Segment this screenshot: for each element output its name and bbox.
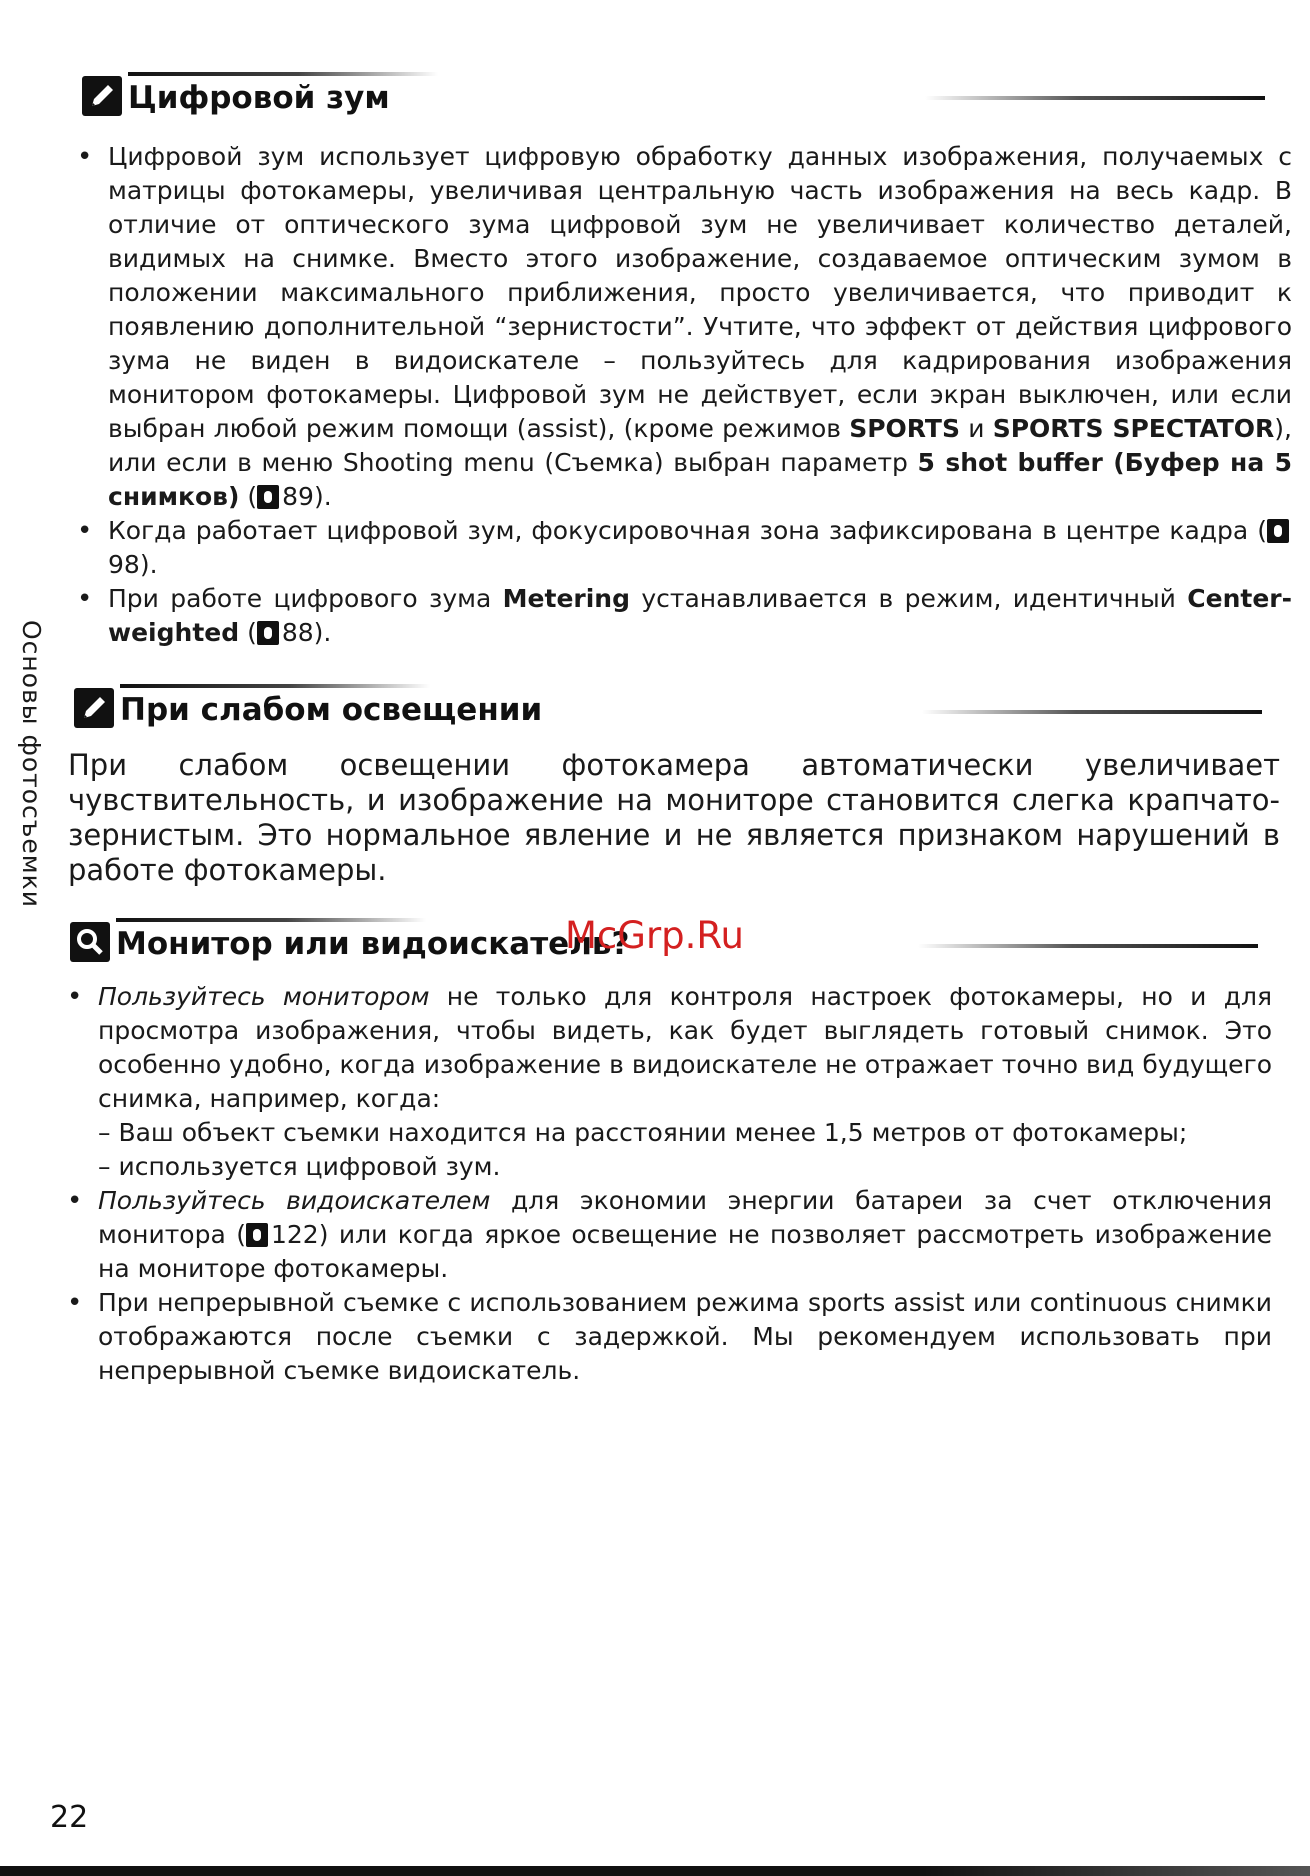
list-item: • При работе цифрового зума Metering устанавливается в режим, идентичный Center-weighted ( 88). bbox=[70, 582, 1292, 650]
side-chapter-label: Основы фотосъемки bbox=[17, 620, 46, 909]
page-reference-icon bbox=[257, 621, 279, 645]
low-light-heading bbox=[74, 684, 1290, 736]
page-reference: 88 bbox=[281, 618, 314, 647]
heading-rule-top bbox=[120, 684, 430, 688]
low-light-title: При слабом освещении bbox=[120, 692, 543, 728]
list-item: • Когда работает цифровой зум, фокусировочная зона зафиксирована в центре кадра (98). bbox=[70, 514, 1292, 582]
digital-zoom-title: Цифровой зум bbox=[128, 80, 390, 116]
page-reference: 122 bbox=[270, 1220, 319, 1249]
digital-zoom-heading bbox=[82, 72, 1290, 124]
list-item: • Пользуйтесь монитором не только для контроля настроек фотокамеры, но и для просмотра изображения, чтобы видеть, как будет выглядеть готовый снимок. Это особенно удобно, когда изображение в видоискателе не отражает точно вид будущего снимка, например, когда: – Ваш объект съемки находится на расстоянии менее 1,5 метров от фотокамеры; – используется цифровой зум. bbox=[60, 980, 1272, 1184]
heading-rule-top bbox=[116, 918, 426, 922]
bottom-edge-bar bbox=[0, 1866, 1310, 1876]
list-item: • Пользуйтесь видоискателем для экономии энергии батареи за счет отключения монитора ( 122) или когда яркое освещение не позволяет рассмотреть изображение на мониторе фотокамеры. bbox=[60, 1184, 1272, 1286]
page-reference-icon bbox=[257, 485, 279, 509]
dash-item: – используется цифровой зум. bbox=[98, 1152, 501, 1181]
pencil-note-icon bbox=[74, 688, 114, 728]
heading-rule-right bbox=[922, 710, 1262, 714]
heading-rule-right bbox=[925, 96, 1265, 100]
heading-rule-top bbox=[128, 72, 438, 76]
page-reference-icon bbox=[246, 1223, 268, 1247]
page-reference: 89 bbox=[282, 482, 314, 511]
pencil-note-icon bbox=[82, 76, 122, 116]
heading-rule-right bbox=[918, 944, 1258, 948]
page-number: 22 bbox=[50, 1800, 89, 1835]
monitor-viewfinder-title: Монитор или видоискатель? bbox=[116, 926, 630, 962]
digital-zoom-list bbox=[70, 140, 1292, 650]
page-reference-icon bbox=[1267, 519, 1289, 543]
dash-item: – Ваш объект съемки находится на расстоянии менее 1,5 метров от фотокамеры; bbox=[98, 1118, 1188, 1147]
magnifier-tip-icon bbox=[70, 922, 110, 962]
watermark: McGrp.Ru bbox=[565, 914, 744, 957]
low-light-body: При слабом освещении фотокамера автоматически увеличивает чувствительность, и изображение на мониторе становится слегка крапчато-зернистым. Это нормальное явление и не является признаком нарушений в работе фотокамеры. bbox=[68, 748, 1280, 887]
list-item: • При непрерывной съемке с использованием режима sports assist или continuous снимки отображаются после съемки с задержкой. Мы рекомендуем использовать при непрерывной съемке видоискатель. bbox=[60, 1286, 1272, 1388]
list-item: • Цифровой зум использует цифровую обработку данных изображения, получаемых с матрицы фотокамеры, увеличивая центральную часть изображения на весь кадр. В отличие от оптического зума цифровой зум не увеличивает количество деталей, видимых на снимке. Вместо этого изображение, создаваемое оптическим зумом в положении максимального приближения, просто увеличивается, что приводит к появлению дополнительной “зернистости”. Учтите, что эффект от действия цифрового зума не виден в видоискателе – пользуйтесь для кадрирования изображения монитором фотокамеры. Цифровой зум не действует, если экран выключен, или если выбран любой режим помощи (assist), (кроме режимов SPORTS и SPORTS SPECTATOR), или если в меню Shooting menu (Съемка) выбран параметр 5 shot buffer (Буфер на 5 снимков) ( 89). bbox=[70, 140, 1292, 514]
page-reference: 98 bbox=[108, 550, 140, 579]
monitor-viewfinder-list bbox=[60, 980, 1272, 1388]
